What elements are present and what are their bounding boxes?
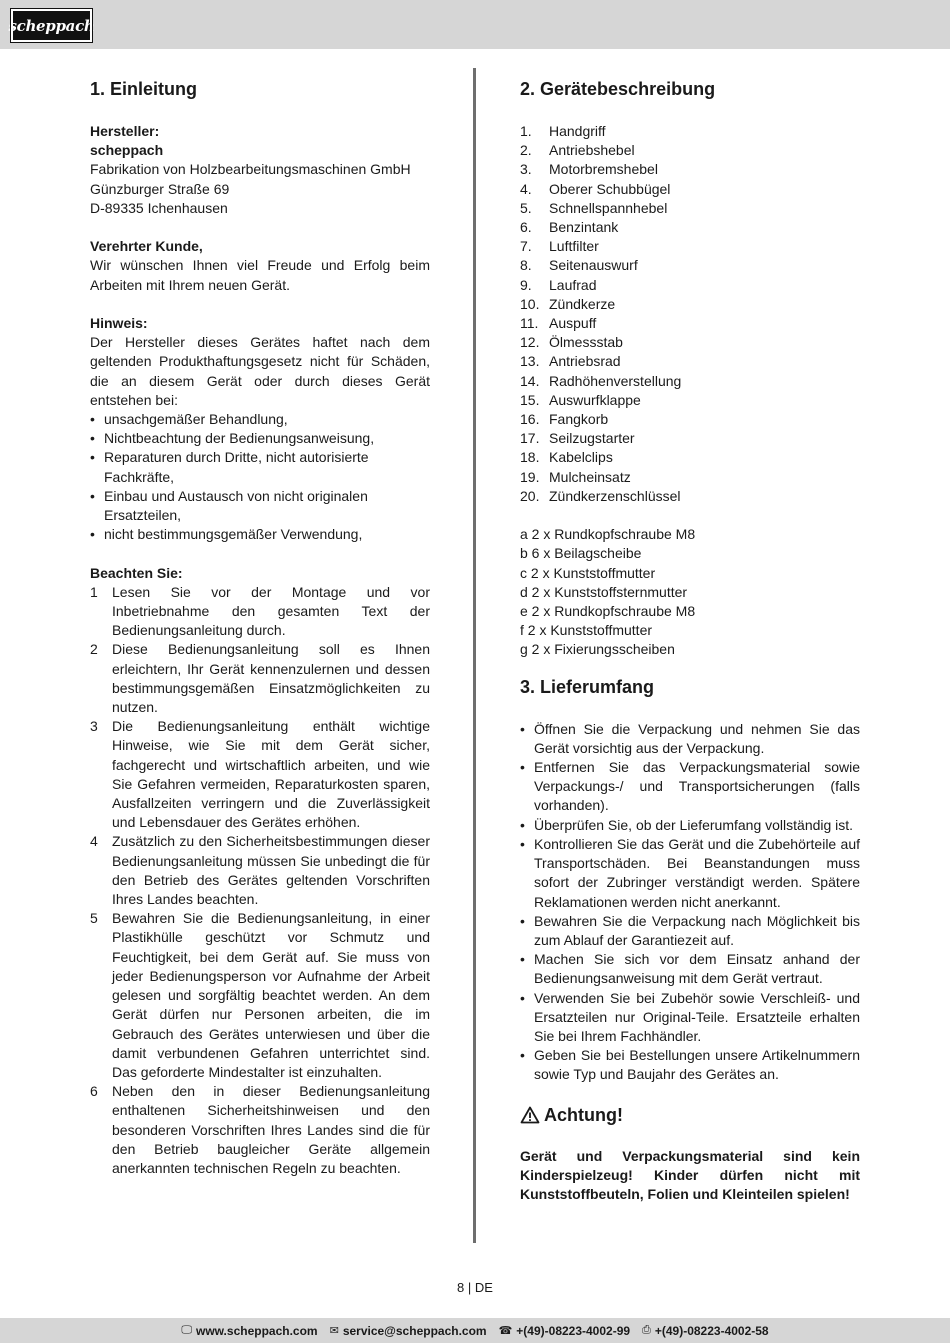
list-item: • Entfernen Sie das Verpackungsmaterial sowie Verpackungs-/ und Transportsicherungen (falls vorhanden). (520, 759, 860, 814)
list-item: • Bewahren Sie die Verpackung nach Möglichkeit bis zum Ablauf der Garantiezeit auf. (520, 912, 860, 948)
list-item: 17. Seilzugstarter (520, 430, 635, 447)
list-item: • Verwenden Sie bei Zubehör sowie Verschleiß- und Ersatzteilen nur Original-Teile. Ersatzteile erhalten Sie bei Ihrem Fachhändler. (520, 989, 860, 1044)
logo-text: scheppach (8, 16, 95, 35)
list-item: 13. Antriebsrad (520, 353, 621, 370)
monitor-icon: 🖵 (181, 1324, 192, 1336)
section-title-scope-of-delivery: 3. Lieferumfang (520, 676, 655, 697)
column-divider (473, 68, 476, 1243)
list-item: 4. Oberer Schubbügel (520, 180, 671, 197)
list-item: d 2 x Kunststoffsternmutter (520, 583, 688, 600)
list-item: a 2 x Rundkopfschraube M8 (520, 526, 696, 543)
small-parts-list (520, 525, 860, 659)
list-item: 6. Benzintank (520, 219, 619, 236)
manufacturer-name: scheppach (90, 142, 164, 159)
section-title-introduction: 1. Einleitung (90, 79, 198, 99)
header-bar (0, 0, 950, 49)
address-line: Günzburger Straße 69 (90, 180, 230, 197)
list-item: g 2 x Fixierungsscheiben (520, 641, 675, 658)
list-item: 2. Antriebshebel (520, 142, 635, 159)
footer-bar (0, 1318, 950, 1343)
fax-number: +(49)-08223-4002-58 (654, 1323, 769, 1338)
list-item: 6 Neben den in dieser Bedienungsanleitung enthaltenen Sicherheitshinweisen und den besonderen Vorschriften Ihres Landes sind die für den Betrieb baugleicher Geräte allgemein anerkannten technischen Regeln zu beachten. (90, 1083, 430, 1176)
address-line: D-89335 Ichenhausen (90, 199, 228, 216)
list-item: 8. Seitenauswurf (520, 257, 638, 274)
list-item: • nicht bestimmungsgemäßer Verwendung, (90, 526, 363, 543)
list-item: b 6 x Beilagscheibe (520, 545, 642, 562)
list-item: 5 Bewahren Sie die Bedienungsanleitung, in einer Plastikhülle geschützt vor Schmutz und Feuchtigkeit, bei dem Gerät auf. Sie muss von jeder Bedienungsperson vor Aufnahme der Arbeit gelesen und sorgfältig beachtet werden. An dem Gerät dürfen nur Personen arbeiten, die im Gebrauch des Gerätes unterwiesen und über die damit verbundenen Gefahren unterrichtet sind. Das geforderte Mindestalter ist einzuhalten. (90, 910, 430, 1080)
warning-heading (520, 1103, 860, 1127)
list-item: 14. Radhöhenverstellung (520, 372, 682, 389)
list-item: 20. Zündkerzenschlüssel (520, 487, 681, 504)
fax-icon: ⎙ (642, 1324, 651, 1336)
list-item: 4 Zusätzlich zu den Sicherheitsbestimmungen dieser Bedienungsanleitung müssen Sie unbedingt die für den Betrieb des Gerätes geltenden Vorschriften Ihres Landes beachten. (90, 833, 430, 908)
list-item: 3. Motorbremshebel (520, 161, 658, 178)
warning-text: Gerät und Verpackungsmaterial sind kein Kinderspielzeug! Kinder dürfen nicht mit Kunststoffbeuteln, Folien und Kleinteilen spielen! (520, 1147, 860, 1202)
list-item: 16. Fangkorb (520, 411, 609, 428)
note-text: Der Hersteller dieses Gerätes haftet nach dem geltenden Produkthaftungsgesetz nicht für Schäden, die an diesem Gerät oder durch dieses Gerät entstehen bei: (90, 334, 430, 408)
note-label: Hinweis: (90, 315, 148, 331)
list-item: • Überprüfen Sie, ob der Lieferumfang vollständig ist. (520, 816, 854, 833)
list-item: 1. Handgriff (520, 123, 606, 139)
list-item: 7. Luftfilter (520, 238, 599, 255)
address-line: Fabrikation von Holzbearbeitungsmaschinen GmbH (90, 161, 411, 178)
website-link[interactable]: www.scheppach.com (196, 1323, 318, 1338)
section-title-device-description: 2. Gerätebeschreibung (520, 79, 716, 99)
list-item: • Machen Sie sich vor dem Einsatz anhand der Bedienungsanweisung mit dem Gerät vertraut. (520, 951, 860, 987)
customer-label: Verehrter Kunde, (90, 238, 203, 255)
list-item: 9. Laufrad (520, 276, 597, 293)
list-item: • Nichtbeachtung der Bedienungsanweisung, (90, 430, 375, 447)
list-item: c 2 x Kunststoffmutter (520, 564, 656, 581)
list-item: 5. Schnellspannhebel (520, 199, 668, 216)
manufacturer-label: Hersteller: (90, 123, 160, 139)
list-item: 12. Ölmessstab (520, 334, 623, 351)
footer-email[interactable] (330, 1324, 487, 1338)
phone-number: +(49)-08223-4002-99 (516, 1323, 631, 1338)
list-item: 1 Lesen Sie vor der Montage und vor Inbetriebnahme den gesamten Text der Bedienungsanleitung durch. (90, 583, 430, 639)
list-item: • Kontrollieren Sie das Gerät und die Zubehörteile auf Transportschäden. Bei Beanstandungen muss sofort der Zubringer verständigt werden. Spätere Reklamationen werden nicht anerkannt. (520, 835, 860, 910)
left-column (90, 77, 430, 1178)
phone-icon: ☎ (498, 1325, 513, 1337)
list-item: 11. Auspuff (520, 315, 597, 332)
footer-fax (642, 1324, 769, 1338)
list-item: 15. Auswurfklappe (520, 391, 641, 408)
list-item: • Einbau und Austausch von nicht originalen Ersatzteilen, (90, 487, 368, 524)
email-link[interactable]: service@scheppach.com (342, 1323, 487, 1338)
list-item: • unsachgemäßer Behandlung, (90, 411, 288, 428)
customer-text: Wir wünschen Ihnen viel Freude und Erfolg beim Arbeiten mit Ihrem neuen Gerät. (90, 257, 430, 293)
list-item: • Öffnen Sie die Verpackung und nehmen Sie das Gerät vorsichtig aus der Verpackung. (520, 720, 860, 756)
warning-title: Achtung! (544, 1104, 623, 1125)
scheppach-logo (8, 9, 95, 42)
observe-label: Beachten Sie: (90, 564, 183, 581)
list-item: e 2 x Rundkopfschraube M8 (520, 603, 696, 620)
list-item: 19. Mulcheinsatz (520, 468, 631, 485)
right-column (520, 77, 860, 1204)
list-item: • Reparaturen durch Dritte, nicht autorisierte Fachkräfte, (90, 449, 369, 485)
list-item: 18. Kabelclips (520, 449, 613, 466)
list-item: 10. Zündkerze (520, 295, 616, 312)
list-item: f 2 x Kunststoffmutter (520, 622, 653, 639)
page-number: 8 | DE (457, 1280, 493, 1295)
warning-triangle-icon (520, 1106, 540, 1124)
mail-icon: ✉ (329, 1325, 339, 1337)
list-item: 3 Die Bedienungsanleitung enthält wichtige Hinweise, wie Sie mit dem Gerät sicher, fachgerecht und wirtschaftlich arbeiten, und wie Sie Gefahren vermeiden, Reparaturkosten sparen, Ausfallzeiten verringern und die Zuverlässigkeit und Lebensdauer des Gerätes erhöhen. (90, 718, 430, 831)
list-item: 2 Diese Bedienungsanleitung soll es Ihnen erleichtern, Ihr Gerät kennenzulernen und dessen bestimmungsgemäßen Einsatzmöglichkeiten zu nutzen. (90, 641, 430, 716)
footer-phone (499, 1324, 630, 1338)
parts-list (520, 122, 860, 506)
list-item: • Geben Sie bei Bestellungen unsere Artikelnummern sowie Typ und Baujahr des Gerätes an. (520, 1047, 860, 1083)
footer-website[interactable] (181, 1324, 317, 1338)
